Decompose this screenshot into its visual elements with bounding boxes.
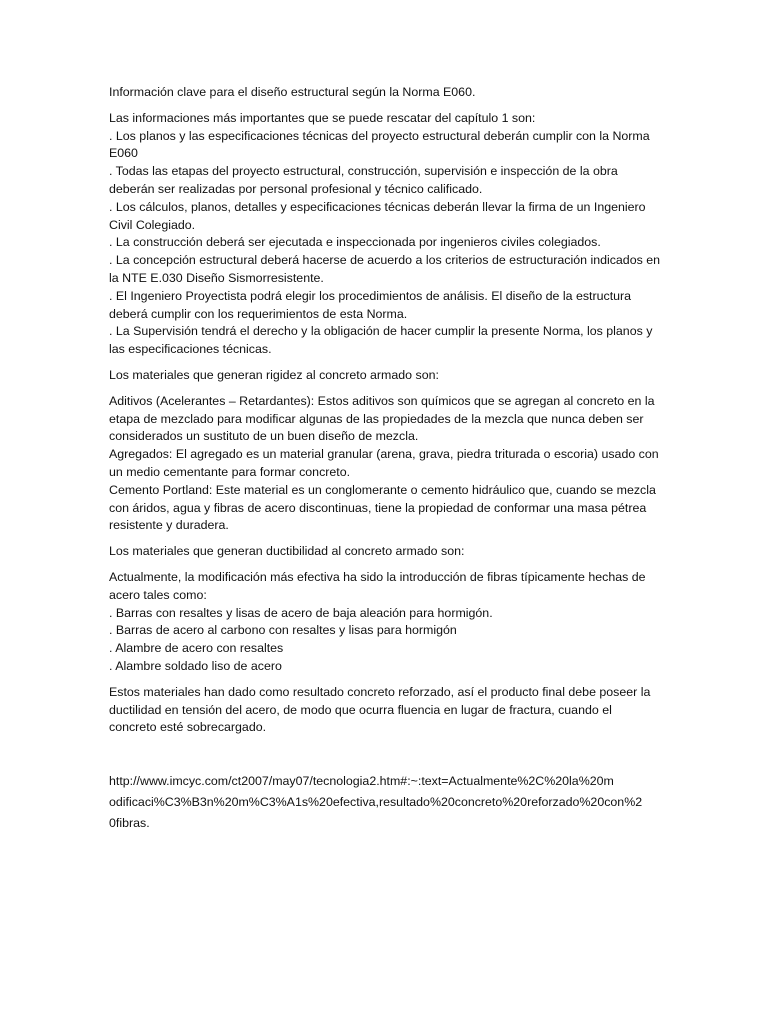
section-norma-e060 bbox=[109, 110, 661, 359]
section-intro: Las informaciones más importantes que se puede rescatar del capítulo 1 son: bbox=[109, 110, 536, 125]
source-url bbox=[109, 773, 669, 832]
paragraph: Aditivos (Acelerantes – Retardantes): Estos aditivos son químicos que se agregan al concreto en la etapa de mezclado para modificar algunas de las propiedades de la mezcla que nunca deben ser considerados un sustituto de un buen diseño de mezcla. bbox=[109, 393, 655, 444]
list-item: . La concepción estructural deberá hacerse de acuerdo a los criterios de estructuración indicados en la NTE E.030 Diseño Sismorresistente. bbox=[109, 253, 661, 285]
list-item: . Todas las etapas del proyecto estructural, construcción, supervisión e inspección de la obra deberán ser realizadas por personal profesional y técnico calificado. bbox=[109, 164, 618, 196]
section-rigidez bbox=[109, 393, 661, 535]
section-ductibilidad bbox=[109, 569, 661, 676]
url-line: odificaci%C3%B3n%20m%C3%A1s%20efectiva,resultado%20concreto%20reforzado%20con%2 bbox=[109, 794, 643, 809]
url-line: 0fibras. bbox=[109, 815, 150, 830]
list-item: . Barras con resaltes y lisas de acero de baja aleación para hormigón. bbox=[109, 605, 493, 620]
list-item: . La Supervisión tendrá el derecho y la obligación de hacer cumplir la presente Norma, los planos y las especificaciones técnicas. bbox=[109, 324, 653, 357]
document-title: Información clave para el diseño estructural según la Norma E060. bbox=[109, 85, 476, 99]
section-intro: Actualmente, la modificación más efectiva ha sido la introducción de fibras típicamente hechas de acero tales como: bbox=[109, 569, 646, 602]
section-heading-ductibilidad: Los materiales que generan ductibilidad al concreto armado son: bbox=[109, 544, 465, 559]
list-item: . La construcción deberá ser ejecutada e inspeccionada por ingenieros civiles colegiados. bbox=[109, 235, 601, 250]
document-page bbox=[109, 84, 661, 835]
url-line: http://www.imcyc.com/ct2007/may07/tecnologia2.htm#:~:text=Actualmente%2C%20la%20m bbox=[109, 774, 614, 789]
list-item: . Alambre de acero con resaltes bbox=[109, 641, 284, 656]
paragraph: Cemento Portland: Este material es un conglomerante o cemento hidráulico que, cuando se mezcla con áridos, agua y fibras de acero discontinuas, tiene la propiedad de conformar una masa pétrea resistente y duradera. bbox=[109, 482, 656, 533]
list-item: . Alambre soldado liso de acero bbox=[109, 658, 282, 673]
conclusion-paragraph: Estos materiales han dado como resultado concreto reforzado, así el producto final debe poseer la ductilidad en tensión del acero, de modo que ocurra fluencia en lugar de fractura, cuando el concreto esté sobrecargado. bbox=[109, 684, 651, 735]
list-item: . Los cálculos, planos, detalles y especificaciones técnicas deberán llevar la firma de un Ingeniero Civil Colegiado. bbox=[109, 199, 646, 232]
section-heading-rigidez: Los materiales que generan rigidez al concreto armado son: bbox=[109, 367, 439, 382]
list-item: . Barras de acero al carbono con resaltes y lisas para hormigón bbox=[109, 623, 457, 638]
list-item: . El Ingeniero Proyectista podrá elegir los procedimientos de análisis. El diseño de la estructura deberá cumplir con los requerimientos de esta Norma. bbox=[109, 288, 632, 321]
list-item: . Los planos y las especificaciones técnicas del proyecto estructural deberán cumplir con la Norma E060 bbox=[109, 128, 650, 161]
paragraph: Agregados: El agregado es un material granular (arena, grava, piedra triturada o escoria) usado con un medio cementante para formar concreto. bbox=[109, 447, 659, 479]
